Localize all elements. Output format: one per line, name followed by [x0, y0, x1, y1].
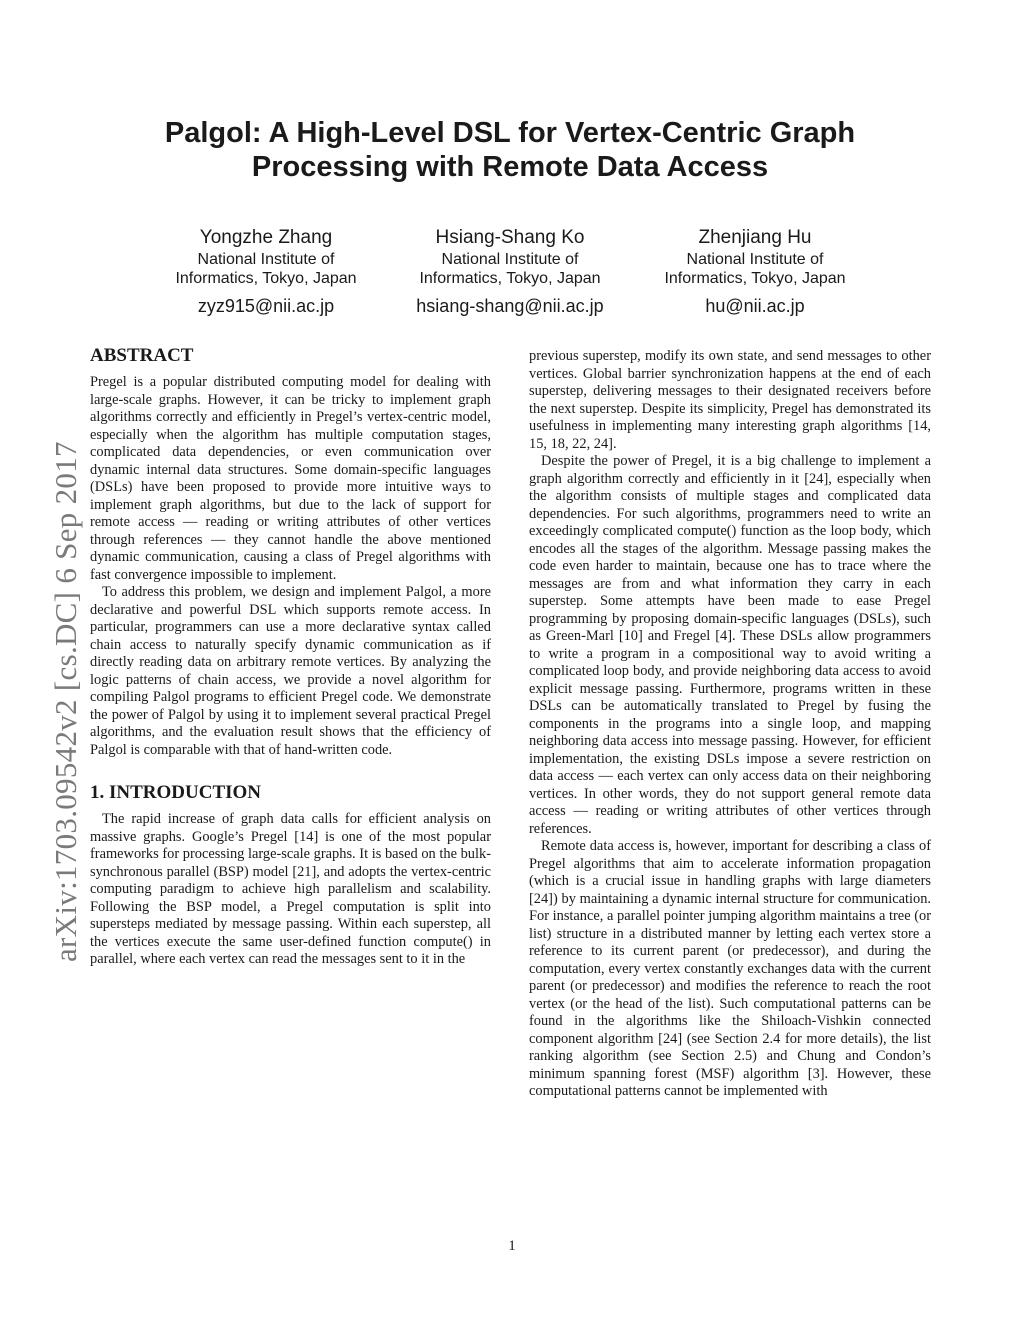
introduction-heading: 1. INTRODUCTION	[90, 782, 262, 803]
author-email: zyz915@nii.ac.jp	[197, 296, 335, 316]
author-block	[390, 226, 630, 318]
abstract-heading: ABSTRACT	[90, 345, 194, 366]
abstract-paragraph: To address this problem, we design and implement Palgol, a more declarative and powerful DSL which supports remote access. In particular, programmers can use a more declarative syntax called chain access to naturally specify dynamic communication as if directly reading data on arbitrary remote vertices. By analyzing the logic patterns of chain access, we provide a novel algorithm for compiling Palgol programs to efficient Pregel code. We demonstrate the power of Palgol by using it to implement several practical Pregel algorithms, and the evaluation result shows that the efficiency of Palgol is comparable with that of hand-written code.	[90, 584, 491, 758]
left-column	[90, 344, 491, 969]
author-name: Zhenjiang Hu	[698, 227, 812, 248]
author-affiliation: National Institute of	[441, 251, 579, 268]
body-paragraph: Remote data access is, however, important for describing a class of Pregel algorithms that aim to accelerate information propagation (which is a crucial issue in handling graphs with large diameters [24]) by maintaining a dynamic internal structure for communication. For instance, a parallel pointer jumping algorithm maintains a tree (or list) structure in a distributed manner by letting each vertex store a reference to its current parent (or predecessor), and during the computation, every vertex constantly exchanges data with the current parent (or predecessor) and modifies the reference to reach the root vertex (or the head of the list). Such computational patterns can be found in the algorithms like the Shiloach-Vishkin connected component algorithm [24] (see Section 2.4 for more details), the list ranking algorithm (see Section 2.5) and Chung and Condon’s minimum spanning forest (MSF) algorithm [3]. However, these computational patterns cannot be implemented with	[529, 838, 931, 1099]
page-number: 1	[508, 1238, 516, 1254]
right-column	[529, 348, 931, 1101]
author-affiliation: National Institute of	[686, 251, 824, 268]
author-block	[146, 226, 386, 318]
body-paragraph: previous superstep, modify its own state, and send messages to other vertices. Global barrier synchronization happens at the end of each superstep, delivering messages to their designated receivers before the next superstep. Despite its simplicity, Pregel has demonstrated its usefulness in implementing many interesting graph algorithms [14, 15, 18, 22, 24].	[529, 348, 931, 452]
author-email: hu@nii.ac.jp	[705, 296, 805, 316]
author-affiliation: National Institute of	[197, 251, 335, 268]
author-affiliation: Informatics, Tokyo, Japan	[175, 270, 357, 287]
author-name: Yongzhe Zhang	[199, 227, 333, 248]
arxiv-identifier: arXiv:1703.09542v2 [cs.DC] 6 Sep 2017	[48, 441, 83, 962]
author-block	[635, 226, 875, 318]
author-affiliation: Informatics, Tokyo, Japan	[419, 270, 601, 287]
body-paragraph: The rapid increase of graph data calls for efficient analysis on massive graphs. Google’s Pregel [14] is one of the most popular frameworks for processing large-scale graphs. It is based on the bulk-synchronous parallel (BSP) model [21], and adopts the vertex-centric computing paradigm to achieve high parallelism and scalability. Following the BSP model, a Pregel computation is split into supersteps mediated by message passing. Within each superstep, all the vertices execute the same user-defined function compute() in parallel, where each vertex can read the messages sent to it in the	[90, 811, 491, 967]
body-paragraph: Despite the power of Pregel, it is a big challenge to implement a graph algorithm correctly and efficiently in it [24], especially when the algorithm consists of multiple stages and complicated data dependencies. For such algorithms, programmers need to write an exceedingly complicated compute() function as the loop body, which encodes all the stages of the algorithm. Message passing makes the code even harder to maintain, because one has to trace where the messages are from and what information they carry in each superstep. Some attempts have been made to ease Pregel programming by proposing domain-specific languages (DSLs), such as Green-Marl [10] and Fregel [4]. These DSLs allow programmers to write a program in a compositional way to avoid writing a complicated loop body, and provide neighboring data access to avoid explicit message passing. Furthermore, programs written in these DSLs can be automatically translated to Pregel by fusing the components in the programs into a single loop, and mapping neighboring data access into message passing. However, for efficient implementation, the existing DSLs impose a severe restriction on data access — each vertex can only access data on their neighboring vertices. In other words, they do not support general remote data access — reading or writing attributes of other vertices through references.	[529, 453, 931, 837]
abstract-paragraph: Pregel is a popular distributed computing model for dealing with large-scale graphs. However, it can be tricky to implement graph algorithms correctly and efficiently in Pregel’s vertex-centric model, especially when the algorithm has multiple computation stages, complicated data dependencies, or even communication over dynamic internal data structures. Some domain-specific languages (DSLs) have been proposed to provide more intuitive ways to implement graph algorithms, but due to the lack of support for remote access — reading or writing attributes of other vertices through references — they cannot handle the above mentioned dynamic communication, causing a class of Pregel algorithms with fast convergence impossible to implement.	[90, 374, 491, 583]
author-email: hsiang-shang@nii.ac.jp	[416, 296, 604, 316]
author-affiliation: Informatics, Tokyo, Japan	[664, 270, 846, 287]
author-name: Hsiang-Shang Ko	[435, 227, 585, 248]
paper-title: Palgol: A High-Level DSL for Vertex-Centric Graph Processing with Remote Data Access	[164, 117, 856, 183]
